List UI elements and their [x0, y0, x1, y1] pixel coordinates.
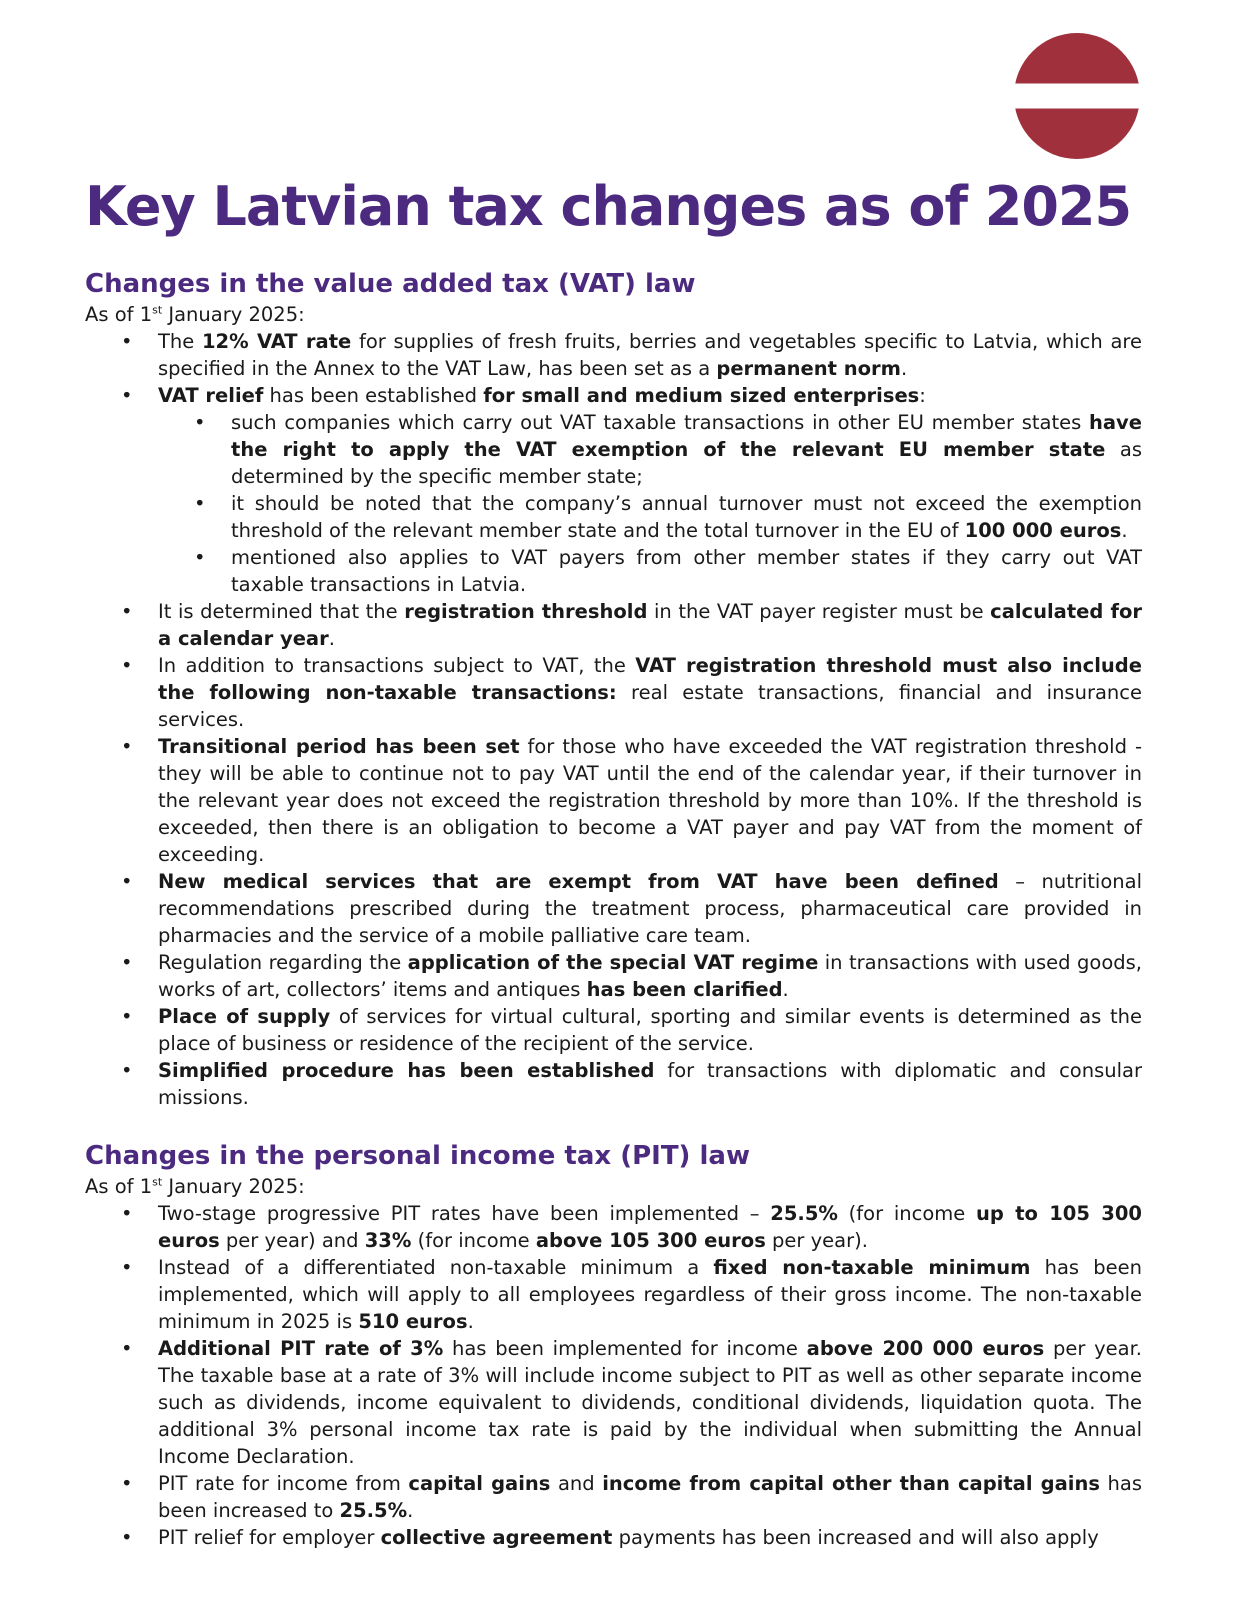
bold-text: fixed non-taxable minimum — [713, 1256, 1031, 1279]
bold-text: above 105 300 euros — [535, 1229, 766, 1252]
pit-section — [85, 1141, 1142, 1551]
document-page — [85, 175, 1142, 1551]
bullet-icon: • — [121, 600, 133, 623]
bullet-icon: • — [194, 492, 206, 515]
text-run: The — [158, 330, 202, 353]
bold-text: Transitional period has been set — [158, 735, 520, 758]
intro-text: January 2025: — [162, 303, 305, 326]
bold-text: has been clarified — [586, 978, 783, 1001]
text-run: of services for virtual cultural, sporting and similar events is determined as the place of business or residence of the recipient of the service. — [158, 1005, 1142, 1055]
page-title: Key Latvian tax changes as of 2025 — [85, 175, 1132, 238]
bullet-list — [85, 328, 1142, 1111]
list-item — [121, 868, 1142, 949]
bold-text: Additional PIT rate of 3% — [158, 1337, 444, 1360]
bold-text: calculated for a calendar year — [158, 600, 1142, 650]
bold-text: capital gains — [408, 1472, 551, 1495]
bullet-icon: • — [121, 735, 133, 758]
text-run: In addition to transactions subject to VAT, the — [158, 654, 636, 677]
section-intro — [85, 301, 1142, 328]
section-heading: Changes in the value added tax (VAT) law — [85, 269, 696, 299]
bold-text: above 200 000 euros — [806, 1337, 1045, 1360]
bold-text: registration threshold — [404, 600, 648, 623]
bullet-icon: • — [121, 1526, 133, 1549]
text-run: per year. The taxable base at a rate of 3% will include income subject to PIT as well as other separate income such as dividends, income equivalent to dividends, conditional dividends, liquidation quota. The additional 3% personal income tax rate is paid by the individual when submitting the Annual Income Declaration. — [158, 1337, 1143, 1468]
bullet-icon: • — [121, 1059, 133, 1082]
intro-ordinal: st — [152, 303, 163, 317]
bold-text: Simplified procedure has been established — [158, 1059, 655, 1082]
text-run: PIT rate for income from — [158, 1472, 409, 1495]
bold-text: New medical services that are exempt from VAT have been defined — [158, 870, 999, 893]
list-item — [121, 328, 1142, 382]
text-run: . — [328, 627, 335, 650]
sub-list-item — [194, 490, 1142, 544]
bold-text: 510 euros — [358, 1310, 468, 1333]
text-run: per year). — [765, 1229, 868, 1252]
text-run: : — [919, 384, 926, 407]
text-run: real estate transactions, financial and insurance services. — [158, 681, 1142, 731]
text-run: for those who have exceeded the VAT registration threshold - they will be able to continue not to pay VAT until the end of the calendar year, if their turnover in the relevant year does not exceed the registration threshold by more than 10%. If the threshold is exceeded, then there is an obligation to become a VAT payer and pay VAT from the moment of exceeding. — [158, 735, 1142, 866]
list-item — [121, 733, 1142, 868]
bold-text: permanent norm — [716, 357, 901, 380]
text-run: for supplies of fresh fruits, berries and vegetables specific to Latvia, which are specified in the Annex to the VAT Law, has been set as a — [158, 330, 1142, 380]
bold-text: VAT registration threshold must also include the following non-taxable transactions: — [158, 654, 1142, 704]
text-run: has been implemented for income — [443, 1337, 807, 1360]
bold-text: 100 000 euros — [964, 519, 1122, 542]
text-run: mentioned also applies to VAT payers from other member states if they carry out VAT taxable transactions in Latvia. — [231, 546, 1142, 596]
list-item — [121, 949, 1142, 1003]
latvia-flag-icon — [1014, 33, 1140, 159]
bold-text: up to 105 300 euros — [158, 1202, 1142, 1252]
text-run: . — [467, 1310, 474, 1333]
list-item — [121, 1200, 1142, 1254]
bullet-icon: • — [121, 870, 133, 893]
list-item — [121, 1524, 1142, 1551]
list-item — [121, 598, 1142, 652]
bold-text: Place of supply — [158, 1005, 331, 1028]
list-item — [121, 1470, 1142, 1524]
text-run: per year) and — [219, 1229, 365, 1252]
intro-text: January 2025: — [162, 1175, 305, 1198]
list-item — [121, 1003, 1142, 1057]
sub-list-item — [194, 409, 1142, 490]
text-run: . — [407, 1499, 414, 1522]
bold-text: have the right to apply the VAT exemption of the relevant EU member state — [231, 411, 1142, 461]
intro-ordinal: st — [152, 1175, 163, 1189]
text-run: It is determined that the — [158, 600, 405, 623]
bold-text: 25.5% — [770, 1202, 838, 1225]
text-run: (for income — [837, 1202, 977, 1225]
bold-text: for small and medium sized enterprises — [483, 384, 920, 407]
bold-text: VAT relief — [158, 384, 264, 407]
text-run: and — [550, 1472, 603, 1495]
intro-text: As of 1 — [85, 1175, 153, 1198]
sub-bullet-list — [158, 409, 1142, 598]
bullet-icon: • — [194, 411, 206, 434]
bullet-icon: • — [121, 1256, 133, 1279]
text-run: . — [900, 357, 908, 380]
bold-text: income from capital other than capital gains — [602, 1472, 1100, 1495]
bullet-icon: • — [121, 654, 133, 677]
text-run: such companies which carry out VAT taxable transactions in other EU member states — [231, 411, 1090, 434]
text-run: as determined by the specific member state; — [231, 438, 1142, 488]
bullet-icon: • — [121, 951, 133, 974]
bold-text: 25.5% — [339, 1499, 408, 1522]
bullet-icon: • — [194, 546, 206, 569]
text-run: in the VAT payer register must be — [647, 600, 991, 623]
text-run: has been implemented, which will apply to all employees regardless of their gross income. The non-taxable minimum in 2025 is — [158, 1256, 1142, 1333]
text-run: for transactions with diplomatic and consular missions. — [158, 1059, 1142, 1109]
text-run: in transactions with used goods, works of art, collectors’ items and antiques — [158, 951, 1142, 1001]
bold-text: 12% VAT rate — [201, 330, 352, 353]
sub-list-item — [194, 544, 1142, 598]
list-item — [121, 1335, 1143, 1470]
bullet-list — [85, 1200, 1142, 1551]
bullet-icon: • — [121, 1005, 133, 1028]
bullet-icon: • — [121, 1472, 133, 1495]
text-run: – nutritional recommendations prescribed during the treatment process, pharmaceutical care provided in pharmacies and the service of a mobile palliative care team. — [158, 870, 1142, 947]
text-run: (for income — [411, 1229, 536, 1252]
section-intro — [85, 1173, 1142, 1200]
section-heading: Changes in the personal income tax (PIT) law — [85, 1141, 750, 1171]
text-run: Two-stage progressive PIT rates have been implemented – — [158, 1202, 771, 1225]
text-run: . — [782, 978, 789, 1001]
text-run: payments has been increased and will also apply — [612, 1526, 1099, 1549]
bold-text: collective agreement — [380, 1526, 613, 1549]
text-run: has been increased to — [158, 1472, 1142, 1522]
bold-text: 33% — [364, 1229, 412, 1252]
text-run: . — [1121, 519, 1128, 542]
text-run: has been established — [263, 384, 484, 407]
text-run: Instead of a differentiated non-taxable minimum a — [158, 1256, 714, 1279]
intro-text: As of 1 — [85, 303, 153, 326]
bullet-icon: • — [121, 330, 133, 353]
bullet-icon: • — [121, 1337, 133, 1360]
bullet-icon: • — [121, 1202, 133, 1225]
text-run: Regulation regarding the — [158, 951, 408, 974]
text-run: it should be noted that the company’s annual turnover must not exceed the exemption threshold of the relevant member state and the total turnover in the EU of — [231, 492, 1142, 542]
list-item — [121, 1057, 1142, 1111]
vat-section — [85, 269, 1142, 1111]
bold-text: application of the special VAT regime — [407, 951, 819, 974]
list-item — [121, 652, 1142, 733]
list-item — [121, 382, 1142, 598]
bullet-icon: • — [121, 384, 133, 407]
text-run: PIT relief for employer — [158, 1526, 381, 1549]
list-item — [121, 1254, 1142, 1335]
